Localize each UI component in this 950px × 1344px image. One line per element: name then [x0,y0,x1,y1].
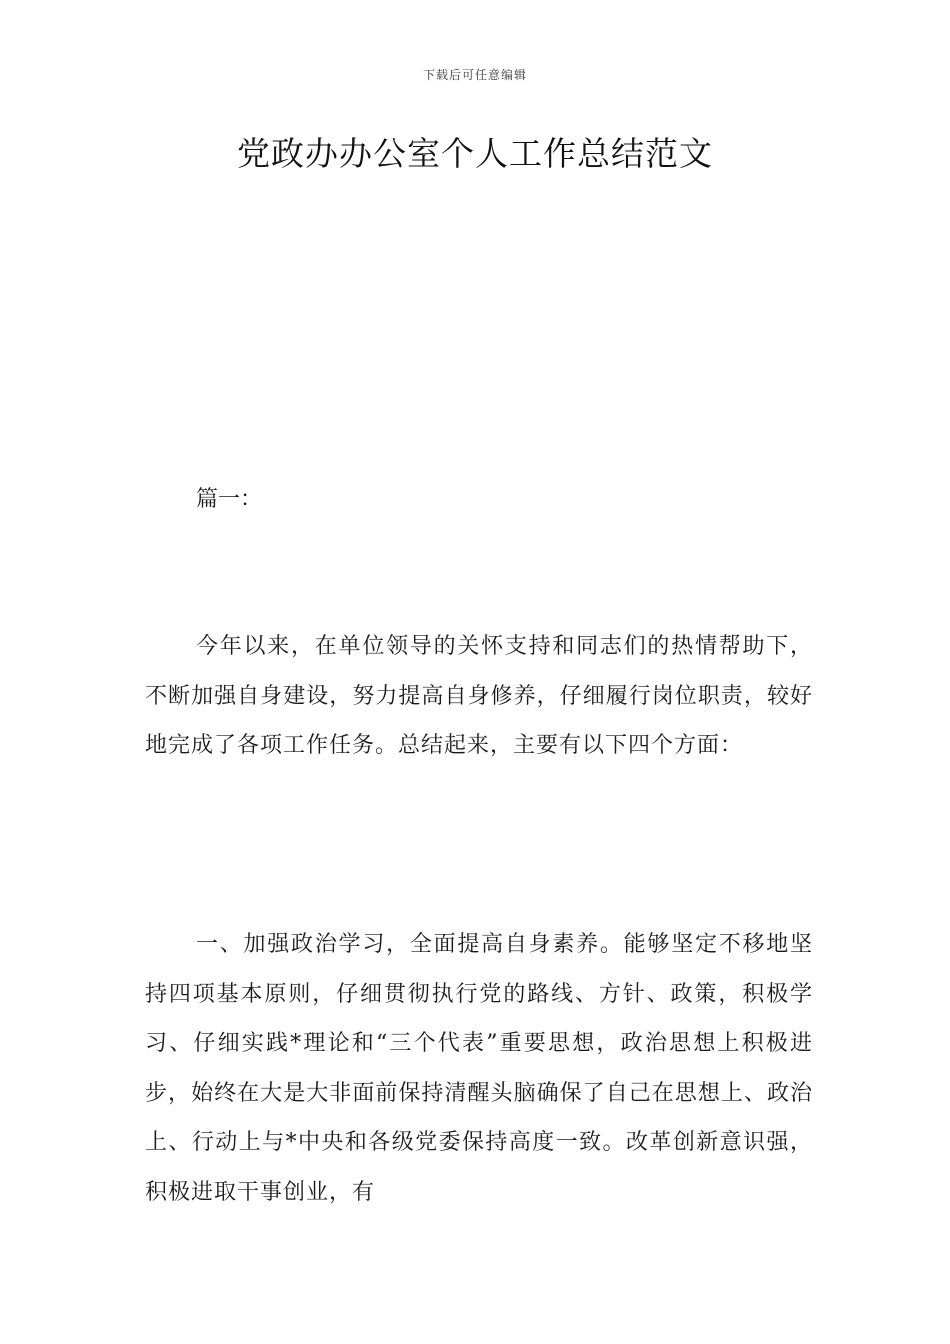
header-note: 下载后可任意编辑 [422,68,527,82]
document-title: 党政办办公室个人工作总结范文 [237,134,713,173]
body-paragraph-intro: 今年以来，在单位领导的关怀支持和同志们的热情帮助下，不断加强自身建设，努力提高自身修养，仔细履行岗位职责，较好地完成了各项工作任务。总结起来，主要有以下四个方面： [145,634,813,758]
section-label: 篇一： [196,487,263,512]
body-paragraph-point-one: 一、加强政治学习，全面提高自身素养。能够坚定不移地坚持四项基本原则，仔细贯彻执行党的路线、方针、政策，积极学习、仔细实践*理论和“三个代表”重要思想，政治思想上积极进步，始终在大是大非面前保持清醒头脑确保了自己在思想上、政治上、行动上与*中央和各级党委保持高度一致。改革创新意识强，积极进取干事创业，有 [145,932,813,1205]
